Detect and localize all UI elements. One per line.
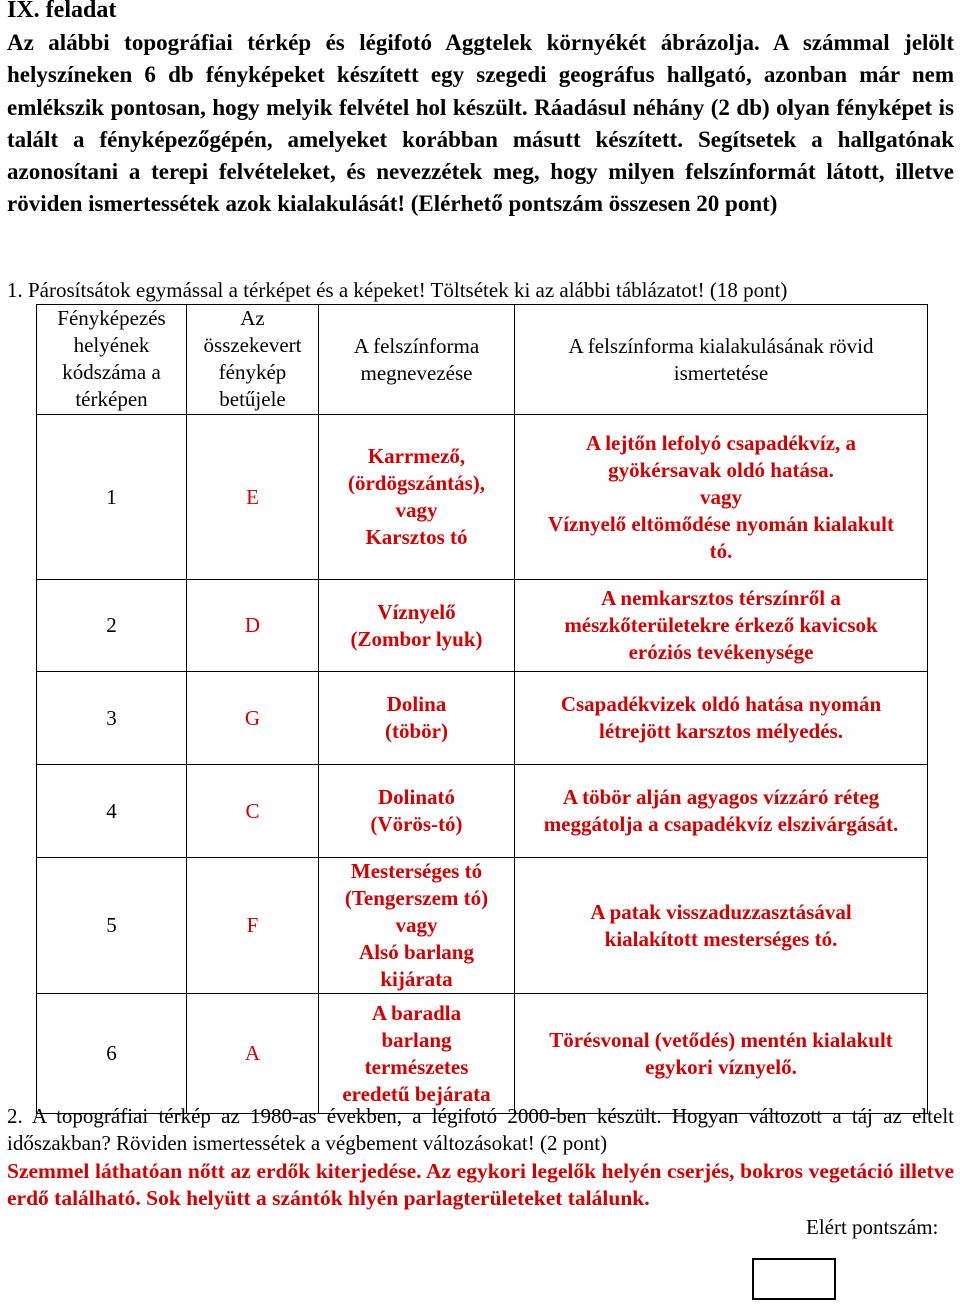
header-name-line: megnevezése [360, 360, 473, 385]
row-code: 3 [37, 672, 187, 765]
landform-name-line: (Zombor lyuk) [350, 626, 483, 651]
landform-name-line: vagy [395, 913, 438, 937]
answer-2: Szemmel láthatóan nőtt az erdők kiterjedése. Az egykori legelők helyén cserjés, bokros vegetáció illetve erdő található. Sok helyütt a szántók hlyén parlagterületeket találunk. [7, 1159, 954, 1210]
landform-name-line: Dolinató [377, 785, 455, 809]
row-photo-letter: G [187, 672, 319, 765]
table-row [37, 580, 928, 672]
formation-line: mészkőterületekre érkező kavicsok [564, 613, 878, 637]
formation-line: A töbör alján agyagos vízzáró réteg [562, 785, 880, 809]
header-code-line: Fényképezés [57, 306, 166, 330]
row-formation-description [515, 765, 928, 858]
formation-line: meggátolja a csapadékvíz elszivárgását. [543, 812, 899, 836]
row-formation-description [515, 858, 928, 994]
row-code: 4 [37, 765, 187, 858]
landform-name-line: természetes [364, 1054, 469, 1079]
row-code: 5 [37, 858, 187, 994]
row-photo-letter: F [187, 858, 319, 994]
header-name [319, 305, 515, 415]
landform-name-line: Karsztos tó [365, 525, 468, 549]
header-formation [515, 305, 928, 415]
landform-name-line: Dolina [386, 692, 447, 716]
score-input-box[interactable] [752, 1258, 836, 1300]
landform-name-line: (ördögszántás), [347, 471, 486, 495]
landform-name-line: barlang [381, 1027, 452, 1052]
landform-name-line: Mesterséges tó [350, 859, 483, 883]
header-letter [187, 305, 319, 415]
header-code-line: helyének [73, 333, 150, 357]
table-row [37, 415, 928, 580]
row-formation-description [515, 994, 928, 1114]
question-1: 1. Párosítsátok egymással a térképet és a képeket! Töltsétek ki az alábbi táblázatot! (18 pont) [7, 278, 788, 302]
row-formation-description [515, 415, 928, 580]
formation-line: Csapadékvizek oldó hatása nyomán [560, 692, 882, 716]
landform-name-line: kijárata [380, 967, 453, 991]
header-letter-line: betűjele [219, 387, 286, 411]
header-code-line: kódszáma a [62, 360, 161, 384]
formation-line: vagy [700, 484, 742, 509]
landform-name-line: Alsó barlang [359, 940, 474, 964]
row-photo-letter: C [187, 765, 319, 858]
formation-line: A nemkarsztos térszínről a [601, 586, 841, 610]
landform-name-line: vagy [395, 498, 438, 522]
header-letter-line: Az [240, 306, 265, 330]
table-row [37, 765, 928, 858]
landform-name-line: Karrmező, [367, 444, 466, 468]
formation-line: gyökérsavak oldó hatása. [608, 457, 834, 482]
table-row [37, 994, 928, 1114]
landform-name-line: Víznyelő [377, 599, 456, 624]
landform-name-line: (Vörös-tó) [370, 812, 463, 836]
task-intro: Az alábbi topográfiai térkép és légifotó Aggtelek környékét ábrázolja. A számmal jelölt helyszíneken 6 db fényképeket készített egy szegedi geográfus hallgató, azonban már nem emlékszik pontosan, hogy melyik felvétel hol készült. Ráadásul néhány (2 db) olyan fényképet is talált a fényképezőgépén, amelyeket korábban másutt készített. Segítsetek a hallgatónak azonosítani a terepi felvételeket, és nevezzétek meg, hogy milyen felszínformát látott, illetve röviden ismertessétek azok kialakulását! (Elérhető pontszám összesen 20 pont) [7, 30, 954, 217]
task-heading: IX. feladat [7, 0, 117, 23]
header-letter-line: összekevert [203, 333, 302, 357]
formation-line: tó. [709, 538, 733, 563]
landform-name-line: (töbör) [385, 719, 448, 743]
score-label: Elért pontszám: [806, 1215, 939, 1239]
landform-name-line: A baradla [371, 1000, 462, 1025]
formation-line: Törésvonal (vetődés) mentén kialakult [549, 1027, 893, 1052]
answer-table [36, 304, 928, 1114]
row-code: 6 [37, 994, 187, 1114]
header-code-line: térképen [75, 387, 148, 411]
formation-line: eróziós tevékenysége [628, 640, 814, 664]
row-photo-letter: E [187, 415, 319, 580]
formation-line: létrejött karsztos mélyedés. [599, 719, 843, 743]
row-photo-letter: A [187, 994, 319, 1114]
header-name-line: A felszínforma [353, 333, 480, 358]
row-landform-name [319, 858, 515, 994]
row-code: 1 [37, 415, 187, 580]
header-letter-line: fénykép [218, 360, 287, 384]
header-formation-line: ismertetése [673, 360, 769, 385]
row-landform-name [319, 580, 515, 672]
row-landform-name [319, 765, 515, 858]
table-header-row [37, 305, 928, 415]
row-photo-letter: D [187, 580, 319, 672]
row-landform-name [319, 672, 515, 765]
row-code: 2 [37, 580, 187, 672]
row-landform-name [319, 994, 515, 1114]
formation-line: A patak visszaduzzasztásával [590, 899, 852, 924]
formation-line: egykori víznyelő. [645, 1054, 797, 1079]
table-row [37, 672, 928, 765]
row-landform-name [319, 415, 515, 580]
table-row [37, 858, 928, 994]
landform-name-line: (Tengerszem tó) [344, 886, 489, 910]
row-formation-description [515, 672, 928, 765]
formation-line: A lejtőn lefolyó csapadékvíz, a [585, 430, 857, 455]
formation-line: kialakított mesterséges tó. [604, 926, 838, 951]
landform-name-line: eredetű bejárata [342, 1081, 491, 1106]
header-code [37, 305, 187, 415]
question-2: 2. A topográfiai térkép az 1980-as években, a légifotó 2000-ben készült. Hogyan változott a táj az eltelt időszakban? Röviden ismertessétek a végbement változásokat! (2 pont) [7, 1104, 954, 1155]
formation-line: Víznyelő eltömődése nyomán kialakult [548, 511, 894, 536]
header-formation-line: A felszínforma kialakulásának rövid [568, 333, 874, 358]
row-formation-description [515, 580, 928, 672]
